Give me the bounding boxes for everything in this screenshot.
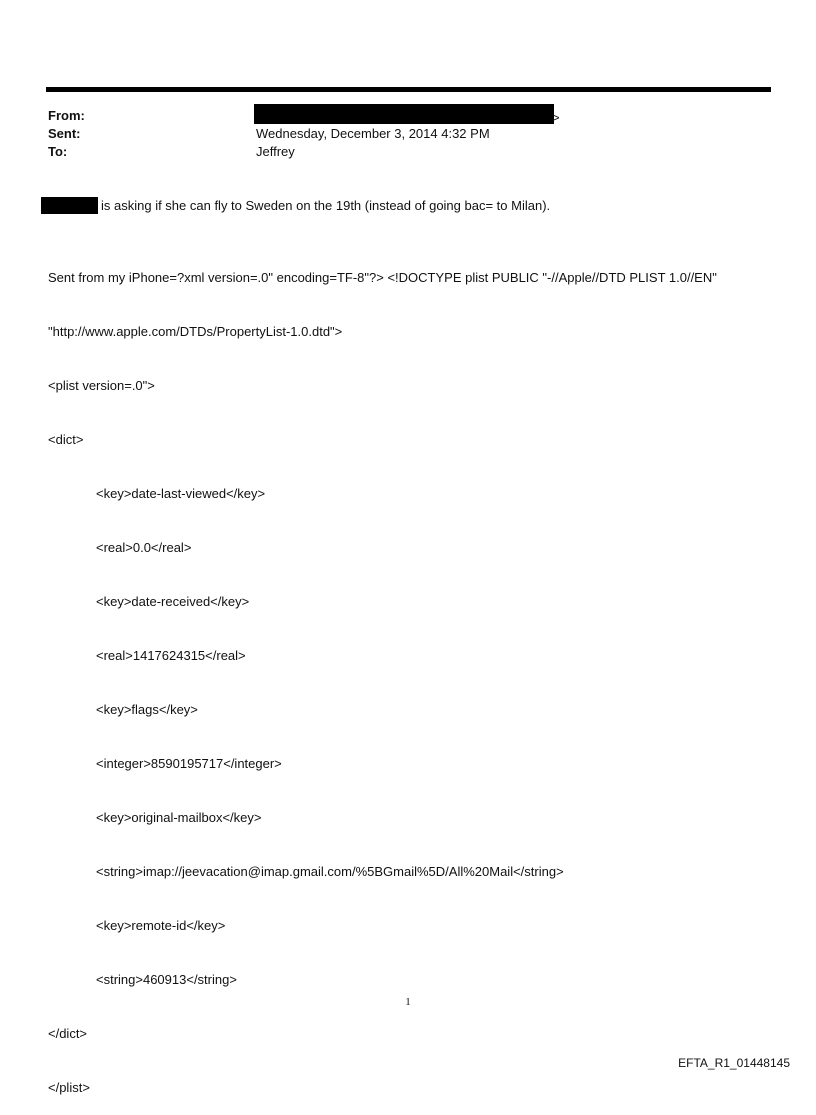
dict-line: <key>original-mailbox</key> xyxy=(96,810,262,825)
dict-line: <real>0.0</real> xyxy=(96,540,192,555)
dict-line: <key>date-last-viewed</key> xyxy=(96,486,266,501)
closing-line: </dict> xyxy=(48,1026,88,1041)
redacted-sender xyxy=(254,104,554,124)
dict-line: <string>imap://jeevacation@imap.gmail.com/%5BGmail%5D/All%20Mail</string> xyxy=(96,864,564,879)
header-rule xyxy=(46,87,771,92)
to-row xyxy=(48,144,768,162)
message-body xyxy=(48,233,717,1115)
to-value: Jeffrey xyxy=(256,144,295,159)
dict-line: <key>remote-id</key> xyxy=(96,918,226,933)
closing-line: </plist> xyxy=(48,1080,90,1095)
body-line: <plist version=.0"> xyxy=(48,378,155,393)
dict-line: <string>460913</string> xyxy=(96,972,237,987)
page-number: 1 xyxy=(405,996,411,1008)
body-line: <dict> xyxy=(48,432,84,447)
sent-value: Wednesday, December 3, 2014 4:32 PM xyxy=(256,126,490,141)
redacted-name xyxy=(41,197,98,214)
document-id: EFTA_R1_01448145 xyxy=(678,1056,790,1070)
dict-line: <key>flags</key> xyxy=(96,702,198,717)
body-line: Sent from my iPhone=?xml version=.0" encoding=TF-8"?> <!DOCTYPE plist PUBLIC "-//Apple//DTD PLIST 1.0//EN" xyxy=(48,270,717,285)
to-label: To: xyxy=(48,144,68,159)
dict-line: <key>date-received</key> xyxy=(96,594,250,609)
from-label: From: xyxy=(48,108,85,123)
dict-line: <integer>8590195717</integer> xyxy=(96,756,282,771)
dict-line: <real>1417624315</real> xyxy=(96,648,246,663)
message-first-line: is asking if she can fly to Sweden on the 19th (instead of going bac= to Milan). xyxy=(101,198,551,213)
from-row xyxy=(48,108,768,126)
sent-label: Sent: xyxy=(48,126,81,141)
body-line: "http://www.apple.com/DTDs/PropertyList-1.0.dtd"> xyxy=(48,324,343,339)
from-suffix: > xyxy=(552,110,560,125)
sent-row xyxy=(48,126,768,144)
